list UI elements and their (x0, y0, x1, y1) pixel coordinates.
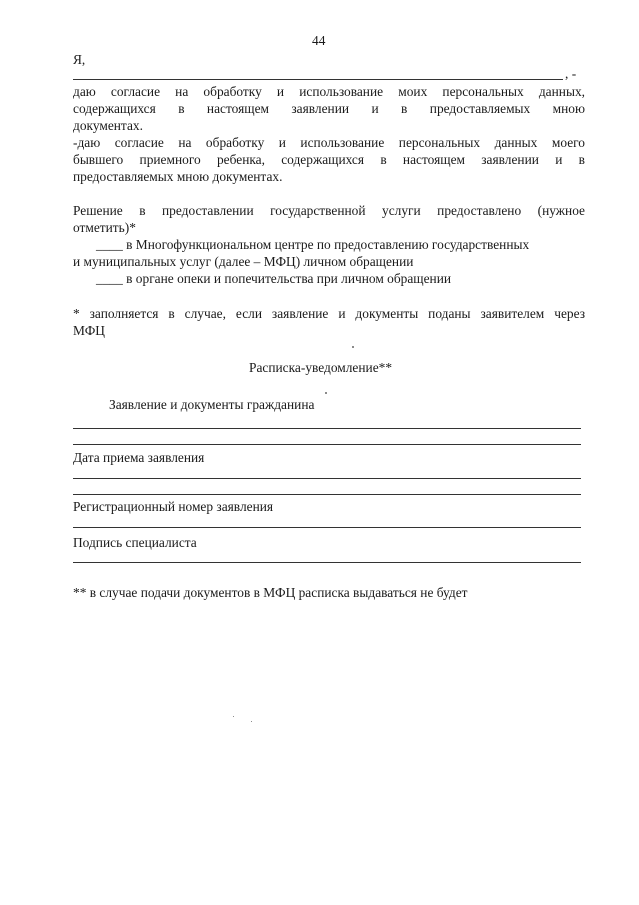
scan-speck (325, 392, 327, 394)
consent-paragraph-1-line-3: документах. (73, 118, 143, 133)
consent-ya: Я, (73, 52, 86, 67)
receipt-reg-number-label: Регистрационный номер заявления (73, 499, 274, 514)
consent-paragraph-1-line-2: содержащихся в настоящем заявлении и в предоставляемых мною (73, 101, 585, 116)
decision-option-mfc-line-2: и муниципальных услуг (далее – МФЦ) личном обращении (73, 254, 414, 269)
receipt-date-line-2 (73, 494, 581, 495)
consent-paragraph-1-line-1: даю согласие на обработку и использование моих персональных данных, (73, 84, 585, 99)
scan-speck (251, 721, 252, 722)
consent-paragraph-2-line-3: предоставляемых мною документах. (73, 169, 283, 184)
receipt-reg-number-line (73, 527, 581, 528)
footnote-2: ** в случае подачи документов в МФЦ расписка выдаваться не будет (73, 585, 468, 600)
receipt-citizen-line-2 (73, 444, 581, 445)
receipt-citizen-line-1 (73, 428, 581, 429)
receipt-date-label: Дата приема заявления (73, 450, 205, 465)
page-number: 44 (312, 33, 326, 48)
decision-option-mfc-line-1: ____ в Многофункциональном центре по предоставлению государственных (96, 237, 530, 252)
footnote-1-line-2: МФЦ (73, 323, 105, 338)
receipt-signature-line (73, 562, 581, 563)
decision-option-guardianship: ____ в органе опеки и попечительства при личном обращении (96, 271, 452, 286)
consent-paragraph-2-line-1: -даю согласие на обработку и использование персональных данных моего (73, 135, 585, 150)
receipt-title: Расписка-уведомление** (249, 360, 393, 375)
receipt-signature-label: Подпись специалиста (73, 535, 197, 550)
scan-speck (352, 346, 354, 348)
consent-name-line (73, 79, 563, 80)
scan-speck (233, 716, 234, 717)
receipt-documents-from: Заявление и документы гражданина (109, 397, 315, 412)
decision-line-1: Решение в предоставлении государственной услуги предоставлено (нужное (73, 203, 585, 218)
consent-paragraph-2-line-2: бывшего приемного ребенка, содержащихся в настоящем заявлении и в (73, 152, 585, 167)
footnote-1-line-1: * заполняется в случае, если заявление и документы поданы заявителем через (73, 306, 585, 321)
decision-line-2: отметить)* (73, 220, 136, 235)
receipt-date-line-1 (73, 478, 581, 479)
consent-ya-tail: , - (565, 66, 577, 81)
